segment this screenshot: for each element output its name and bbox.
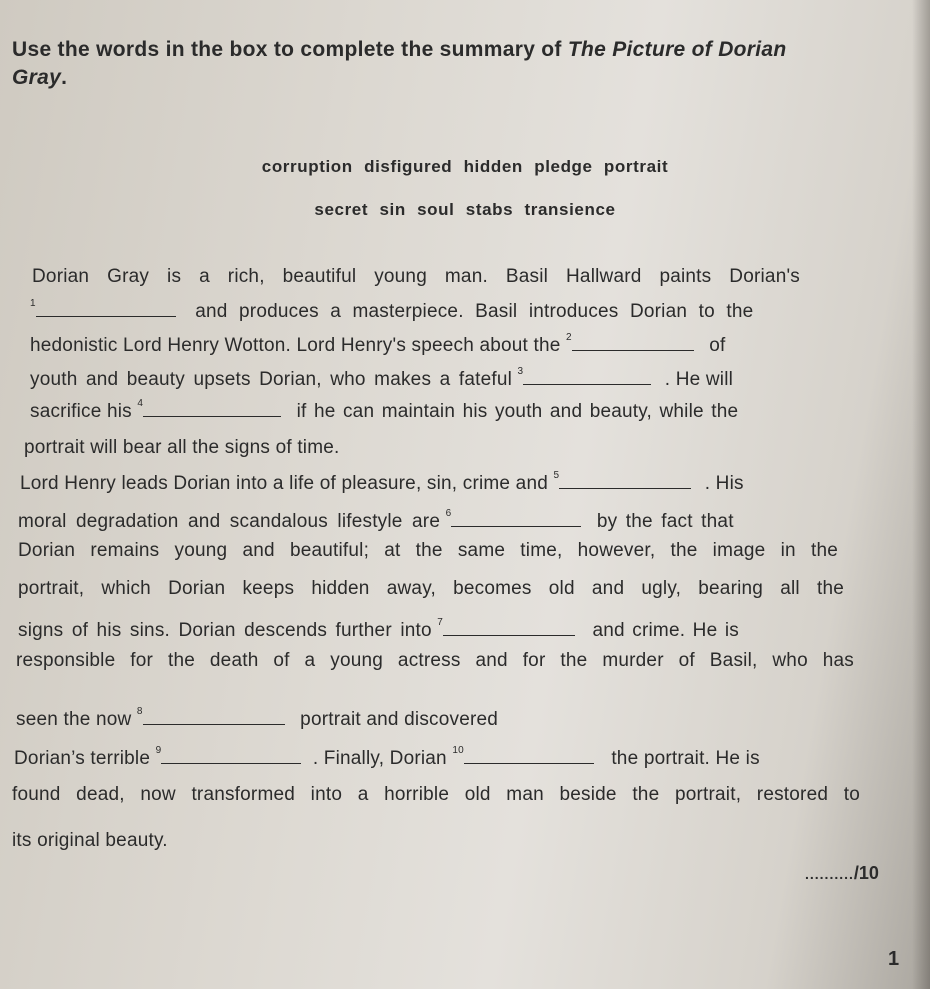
summary-line-4: youth and beauty upsets Dorian, who makes a fateful $^3$ . He will: [30, 365, 734, 390]
page-number: 1: [888, 948, 900, 970]
summary-line-7: Lord Henry leads Dorian into a life of pleasure, sin, crime and $^5$ . His: [20, 469, 744, 494]
summary-line-9: Dorian remains young and beautiful; at the same time, however, the image in the: [18, 540, 838, 561]
answer-blank-2[interactable]: [572, 332, 694, 351]
score-box: [805, 863, 879, 884]
summary-line-11: signs of his sins. Dorian descends further into $^7$ and crime. He is: [18, 616, 739, 641]
answer-blank-10[interactable]: [464, 745, 594, 764]
summary-line-2: $^1$ and produces a masterpiece. Basil introduces Dorian to the: [30, 297, 754, 322]
summary-line-10: portrait, which Dorian keeps hidden away, becomes old and ugly, bearing all the: [18, 578, 844, 599]
page-edge-shadow: [912, 0, 930, 989]
summary-line-14: Dorian’s terrible $^9$ . Finally, Dorian $^{10}$ the portrait. He is: [14, 744, 760, 769]
answer-blank-3[interactable]: [523, 366, 651, 385]
instruction-title: Use the words in the box to complete the summary of The Picture of Dorian Gray.: [12, 38, 787, 89]
answer-blank-9[interactable]: [161, 745, 301, 764]
summary-line-5: sacrifice his $^4$ if he can maintain his youth and beauty, while the: [30, 397, 739, 422]
answer-blank-7[interactable]: [443, 617, 575, 636]
summary-line-8: moral degradation and scandalous lifestyle are $^6$ by the fact that: [18, 507, 734, 532]
summary-line-12: responsible for the death of a young actress and for the murder of Basil, who has: [16, 650, 854, 671]
score-blank[interactable]: ..........: [805, 866, 854, 882]
word-box-row-2: secret sin soul stabs transience: [314, 200, 616, 219]
answer-blank-5[interactable]: [559, 470, 691, 489]
score-total: /10: [853, 863, 879, 883]
summary-line-16: its original beauty.: [12, 830, 168, 851]
summary-line-3: hedonistic Lord Henry Wotton. Lord Henry's speech about the $^2$ of: [30, 331, 726, 356]
summary-line-13: seen the now $^8$ portrait and discovered: [16, 705, 499, 730]
summary-line-6: portrait will bear all the signs of time.: [24, 437, 340, 458]
answer-blank-4[interactable]: [143, 398, 281, 417]
answer-blank-1[interactable]: [36, 298, 176, 317]
summary-line-15: found dead, now transformed into a horrible old man beside the portrait, restored to: [12, 784, 860, 805]
answer-blank-8[interactable]: [143, 706, 285, 725]
book-title: The Picture of Dorian Gray: [12, 38, 787, 89]
answer-blank-6[interactable]: [451, 508, 581, 527]
summary-line-1: Dorian Gray is a rich, beautiful young man. Basil Hallward paints Dorian's: [32, 266, 800, 287]
word-box-row-1: corruption disfigured hidden pledge portrait: [261, 157, 669, 176]
